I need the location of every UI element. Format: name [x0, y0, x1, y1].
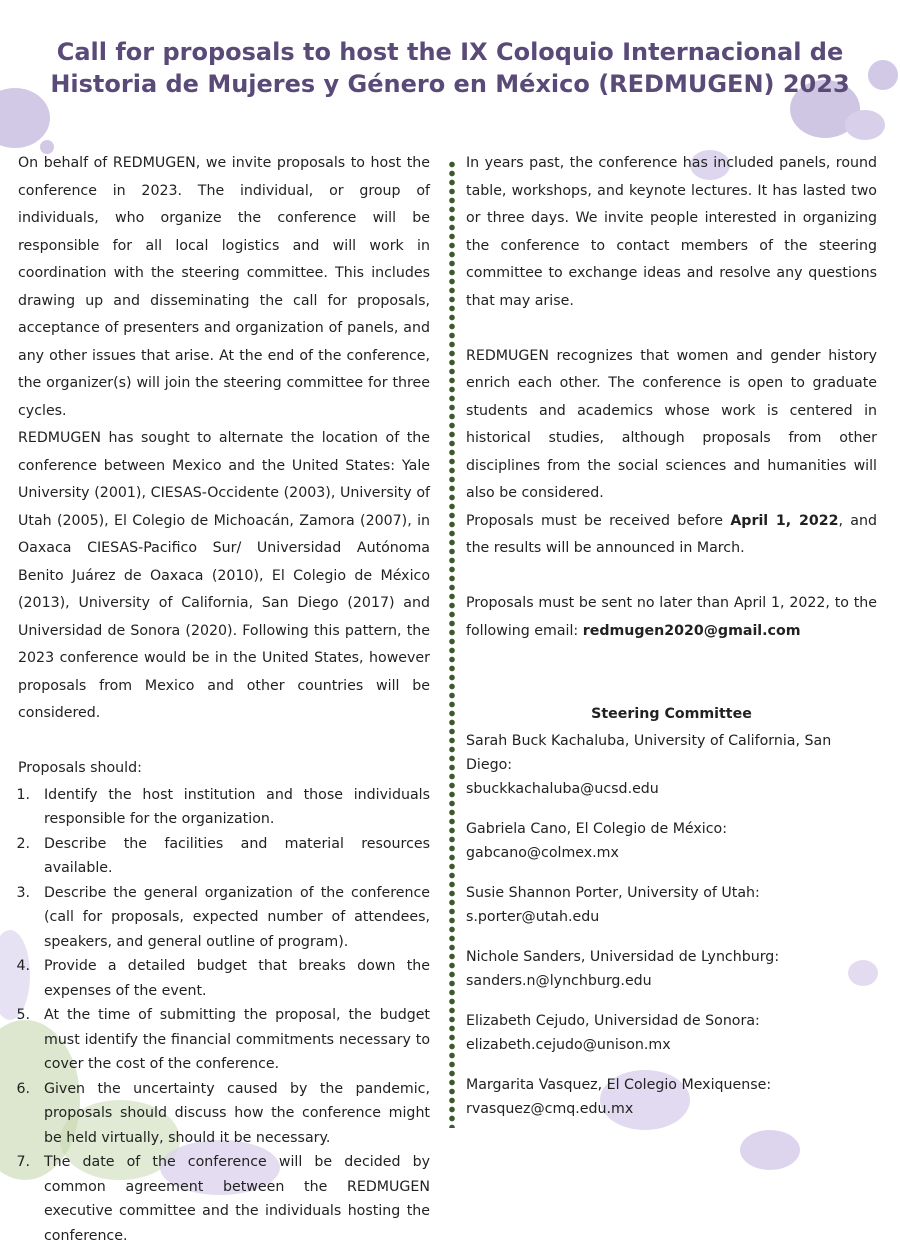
list-item: 2. Describe the facilities and material resources available. [18, 832, 430, 881]
intro-paragraph: On behalf of REDMUGEN, we invite proposals to host the conference in 2023. The individual, or group of individuals, who organize the conference will be responsible for all local logistics and will work in coordination with the steering committee. This includes drawing up and disseminating the call for proposals, acceptance of presenters and organization of panels, and any other issues that arise. At the end of the conference, the organizer(s) will join the steering committee for three cycles. [18, 150, 430, 425]
submission-email-link[interactable]: redmugen2020@gmail.com [583, 623, 801, 639]
proposals-list-intro: Proposals should: [18, 755, 430, 783]
member-email[interactable]: sanders.n@lynchburg.edu [466, 969, 877, 993]
list-item: 3. Describe the general organization of the conference (call for proposals, expected number of attendees, speakers, and general outline of program). [18, 881, 430, 955]
right-column [466, 150, 877, 1121]
steering-committee-heading: Steering Committee [466, 701, 877, 729]
splash-top-right-3 [868, 60, 898, 90]
list-item: 7. The date of the conference will be decided by common agreement between the REDMUGEN executive committee and the individuals hosting the conference. [18, 1150, 430, 1248]
list-item: 6. Given the uncertainty caused by the pandemic, proposals should discuss how the conference might be held virtually, should it be necessary. [18, 1077, 430, 1151]
title-line-1: Call for proposals to host the IX Coloquio Internacional de [57, 38, 844, 66]
committee-member: Gabriela Cano, El Colegio de México: gabcano@colmex.mx [466, 817, 877, 865]
committee-member: Susie Shannon Porter, University of Utah: s.porter@utah.edu [466, 881, 877, 929]
title-line-2: Historia de Mujeres y Género en México (REDMUGEN) 2023 [50, 70, 849, 98]
submission-paragraph: Proposals must be sent no later than April 1, 2022, to the following email: redmugen2020@gmail.com [466, 590, 877, 645]
steering-committee-list [466, 729, 877, 1121]
splash-bottom-right-2 [740, 1130, 800, 1170]
member-email[interactable]: gabcano@colmex.mx [466, 841, 877, 865]
deadline-paragraph: Proposals must be received before April 1, 2022, and the results will be announced in March. [466, 508, 877, 563]
deadline-date: April 1, 2022 [730, 513, 838, 529]
committee-member: Margarita Vasquez, El Colegio Mexiquense: rvasquez@cmq.edu.mx [466, 1073, 877, 1121]
page-title [30, 36, 870, 100]
splash-top-right-2 [845, 110, 885, 140]
member-email[interactable]: elizabeth.cejudo@unison.mx [466, 1033, 877, 1057]
left-column [18, 150, 430, 1248]
list-item: 1. Identify the host institution and those individuals responsible for the organization. [18, 783, 430, 832]
member-email[interactable]: s.porter@utah.edu [466, 905, 877, 929]
committee-member: Sarah Buck Kachaluba, University of California, San Diego: sbuckkachaluba@ucsd.edu [466, 729, 877, 801]
list-item: 4. Provide a detailed budget that breaks down the expenses of the event. [18, 954, 430, 1003]
scope-paragraph: REDMUGEN recognizes that women and gender history enrich each other. The conference is open to graduate students and academics whose work is centered in historical studies, although proposals from other disciplines from the social sciences and humanities will also be considered. [466, 343, 877, 508]
past-conferences-paragraph: In years past, the conference has included panels, round table, workshops, and keynote lectures. It has lasted two or three days. We invite people interested in organizing the conference to contact members of the steering committee to exchange ideas and resolve any questions that may arise. [466, 150, 877, 315]
list-item: 5. At the time of submitting the proposal, the budget must identify the financial commitments necessary to cover the cost of the conference. [18, 1003, 430, 1077]
member-email[interactable]: rvasquez@cmq.edu.mx [466, 1097, 877, 1121]
committee-member: Elizabeth Cejudo, Universidad de Sonora: elizabeth.cejudo@unison.mx [466, 1009, 877, 1057]
history-paragraph: REDMUGEN has sought to alternate the location of the conference between Mexico and the United States: Yale University (2001), CIESAS-Occidente (2003), University of Utah (2005), El Colegio de Michoacán, Zamora (2007), in Oaxaca CIESAS-Pacifico Sur/ Universidad Autónoma Benito Juárez de Oaxaca (2010), El Colegio de México (2013), University of California, San Diego (2017) and Universidad de Sonora (2020). Following this pattern, the 2023 conference would be in the United States, however proposals from Mexico and other countries will be considered. [18, 425, 430, 728]
member-email[interactable]: sbuckkachaluba@ucsd.edu [466, 777, 877, 801]
committee-member: Nichole Sanders, Universidad de Lynchburg: sanders.n@lynchburg.edu [466, 945, 877, 993]
proposals-requirements-list [18, 783, 430, 1248]
dotted-column-divider [449, 160, 455, 1128]
